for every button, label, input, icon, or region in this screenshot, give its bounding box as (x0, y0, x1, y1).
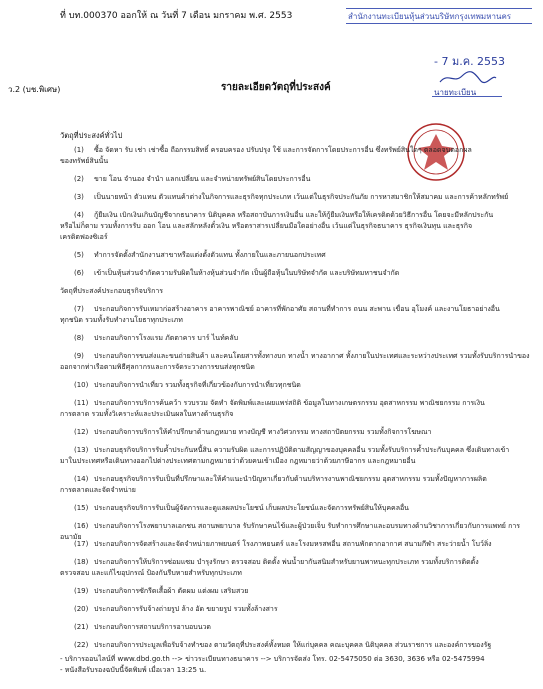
objective-item (60, 351, 532, 373)
objective-line (60, 380, 532, 391)
objective-number: (12) (74, 428, 89, 436)
objective-item (60, 557, 532, 579)
objective-number: (21) (74, 623, 89, 631)
objective-line (60, 145, 532, 156)
objective-item (60, 268, 532, 279)
objective-number: (8) (74, 334, 84, 342)
objective-line (60, 333, 532, 344)
objective-number: (1) (74, 146, 84, 154)
objective-line (60, 640, 532, 651)
objective-item (60, 304, 532, 326)
objective-item (60, 622, 532, 633)
objective-line (60, 557, 532, 568)
objective-line (60, 622, 532, 633)
objective-line (60, 174, 532, 185)
objective-item (60, 210, 532, 243)
objective-line (60, 192, 532, 203)
objective-text: ซื้อ จัดหา รับ เช่า เช่าซื้อ ถือกรรมสิทธิ์ ครอบครอง ปรับปรุง ใช้ และการจัดการโดยประการอื่น ซึ่งทรัพย์สินใดๆ ตลอดจนดอกผล (94, 146, 472, 154)
document-title: รายละเอียดวัตถุที่ประสงค์ (221, 82, 331, 93)
objective-text: ประกอบกิจการนำเที่ยว รวมทั้งธุรกิจที่เกี่ยวข้องกับการนำเที่ยวทุกชนิด (94, 381, 301, 389)
objective-text: วัตถุที่ประสงค์ประกอบธุรกิจบริการ (60, 287, 164, 295)
objective-line (60, 427, 532, 438)
objective-item (60, 474, 532, 496)
objective-continuation (60, 221, 532, 232)
objective-number: (4) (74, 211, 84, 219)
objective-text: ประกอบธุรกิจบริการรับเป็นผู้จัดการและดูแลผลประโยชน์ เก็บผลประโยชน์และจัดการทรัพย์สินให้บุคคลอื่น (94, 504, 409, 512)
objective-number: (9) (74, 352, 84, 360)
objective-number: (20) (74, 605, 89, 613)
objective-item (60, 192, 532, 203)
objective-text: ประกอบกิจการโรงพยาบาลเอกชน สถานพยาบาล รับรักษาคนไข้และผู้ป่วยเจ็บ รับทำการศึกษาและอบรมทางด้านวิชาการเกี่ยวกับการแพทย์ การอนามัย (60, 522, 521, 541)
objective-text: ขาย โอน จำนอง จำนำ แลกเปลี่ยน และจำหน่ายทรัพย์สินโดยประการอื่น (94, 175, 311, 183)
objective-text: เป็นนายหน้า ตัวแทน ตัวแทนค้าต่างในกิจการและธุรกิจทุกประเภท เว้นแต่ในธุรกิจประกันภัย การหาสมาชิกให้สมาคม และการค้าหลักทรัพย์ (94, 193, 509, 201)
objective-item (60, 604, 532, 615)
objective-line (60, 474, 532, 485)
objective-continuation (60, 568, 532, 579)
objective-text: ประกอบกิจการโรงแรม ภัตตาคาร บาร์ ไนท์คลับ (94, 334, 239, 342)
objective-text: การตลาด รวมทั้งวิเคราะห์และประเมินผลในทางด้านธุรกิจ (60, 410, 234, 418)
objective-number: (7) (74, 305, 84, 313)
objective-continuation (60, 315, 532, 326)
objective-text: ประกอบธุรกิจบริการรับค้ำประกันหนี้สิน ความรับผิด และการปฏิบัติตามสัญญาของบุคคลอื่น รวมทั้งรับบริการค้ำประกันบุคคล ซึ่งเดินทางเข้า (94, 446, 510, 454)
objective-item (60, 445, 532, 467)
objective-continuation (60, 232, 532, 243)
objective-text: ประกอบกิจการซักรีดเสื้อผ้า ตัดผม แต่งผม เสริมสวย (94, 587, 249, 595)
objective-number: (14) (74, 475, 89, 483)
objective-text: หรือไม่ก็ตาม รวมทั้งการรับ ออก โอน และสลักหลังตั๋วเงิน หรือตราสารเปลี่ยนมือใดอย่างอื่น เว้นแต่ในธุรกิจธนาคาร ธุรกิจเงินทุน และธุรกิจ (60, 222, 473, 230)
objectives-intro: วัตถุที่ประสงค์ทั่วไป (60, 131, 123, 140)
objective-number: (16) (74, 522, 89, 530)
objective-number: (5) (74, 251, 84, 259)
objective-item (60, 427, 532, 438)
objective-text: ของทรัพย์สินนั้น (60, 157, 109, 165)
objective-line (60, 351, 532, 362)
objective-line (60, 286, 532, 297)
objective-continuation (60, 362, 532, 373)
objective-number: (15) (74, 504, 89, 512)
objective-text: กู้ยืมเงิน เบิกเงินเกินบัญชีจากธนาคาร นิติบุคคล หรือสถาบันการเงินอื่น และให้กู้ยืมเงินหรือให้เครดิตด้วยวิธีการอื่น โดยจะมีหลักประกัน (94, 211, 494, 219)
objective-line (60, 210, 532, 221)
objective-item (60, 380, 532, 391)
objective-text: ประกอบกิจการบริการให้คำปรึกษาด้านกฎหมาย ทางบัญชี ทางวิศวกรรม ทางสถาปัตยกรรม รวมทั้งกิจการโฆษณา (94, 428, 432, 436)
objective-text: ประกอบกิจการขนส่งและขนถ่ายสินค้า และคนโดยสารทั้งทางบก ทางน้ำ ทางอากาศ ทั้งภายในประเทศและระหว่างประเทศ รวมทั้งรับบริการนำของ (94, 352, 530, 360)
objective-line (60, 268, 532, 279)
objective-number: (22) (74, 641, 89, 649)
objective-item (60, 398, 532, 420)
objective-line (60, 586, 532, 597)
objective-text: ประกอบธุรกิจบริการรับเป็นที่ปรึกษาและให้คำแนะนำปัญหาเกี่ยวกับด้านบริหารงานพาณิชยกรรม อุตสาหกรรม รวมทั้งปัญหาการผลิต (94, 475, 487, 483)
objective-text: การตลาดและจัดจำหน่าย (60, 486, 136, 494)
objective-line (60, 445, 532, 456)
objective-line (60, 304, 532, 315)
objective-item (60, 174, 532, 185)
objective-line (60, 539, 532, 550)
registration-header: ที่ บท.000370 ออกให้ ณ วันที่ 7 เดือน มกราคม พ.ศ. 2553 (60, 11, 293, 21)
objective-continuation (60, 156, 532, 167)
objective-number: (11) (74, 399, 89, 407)
objective-number: (13) (74, 446, 89, 454)
objective-number: (6) (74, 269, 84, 277)
objective-number: (18) (74, 558, 89, 566)
objective-number: (2) (74, 175, 84, 183)
objective-text: ออกจากท่าเรือตามพิธีศุลกากรและการจัดระวางการขนส่งทุกชนิด (60, 363, 255, 371)
objective-item (60, 333, 532, 344)
objective-text: เข้าเป็นหุ้นส่วนจำกัดความรับผิดในห้างหุ้นส่วนจำกัด เป็นผู้ถือหุ้นในบริษัทจำกัด และบริษัทมหาชนจำกัด (94, 269, 400, 277)
objective-text: เครดิตฟองซิเอร์ (60, 233, 108, 241)
objective-text: ตรวจสอบ และแก้ไขอุปกรณ์ ป้องกันรีบหายสำหรับทุกประเภท (60, 569, 242, 577)
stamp-office: สำนักงานทะเบียนหุ้นส่วนบริษัทกรุงเทพมหานคร (348, 12, 512, 21)
footer-print-time: - หนังสือรับรองฉบับนี้จัดพิมพ์ เมื่อเวลา 13:25 น. (60, 666, 207, 674)
objective-number: (3) (74, 193, 84, 201)
objective-text: ประกอบกิจการจัดสร้างและจัดจำหน่ายภาพยนตร์ โรงภาพยนตร์ และโรงมหรสพอื่น สถานพักตากอากาศ สนามกีฬา สระว่ายน้ำ โบว์ลิ่ง (94, 540, 492, 548)
objective-text: ประกอบกิจการให้บริการซ่อมแซม บำรุงรักษา ตรวจสอบ ติดตั้ง พ่นน้ำยากันสนิมสำหรับยานพาหนะทุกประเภท รวมทั้งบริการติดตั้ง (94, 558, 479, 566)
objective-item (60, 250, 532, 261)
form-number: ว.2 (บช.พิเศษ) (8, 85, 61, 94)
objective-text: ทุกชนิด รวมทั้งรับทำงานโยธาทุกประเภท (60, 316, 183, 324)
stamp-registrar: นายทะเบียน (434, 88, 477, 97)
signature-scribble-icon (438, 70, 498, 86)
objective-continuation (60, 409, 532, 420)
objective-text: มาในประเทศหรือเดินทางออกไปต่างประเทศตามกฎหมายว่าด้วยคนเข้าเมือง กฎหมายว่าด้วยภาษีอากร และกฎหมายอื่น (60, 457, 416, 465)
objective-text: ประกอบกิจการสถานบริการอาบอบนวด (94, 623, 211, 631)
objective-line (60, 250, 532, 261)
objective-text: ประกอบกิจการประมูลเพื่อรับจ้างทำของ ตามวัตถุที่ประสงค์ทั้งหมด ให้แก่บุคคล คณะบุคคล นิติบุคคล ส่วนราชการ และองค์การของรัฐ (94, 641, 492, 649)
objective-item (60, 503, 532, 514)
objective-text: ประกอบกิจการรับเหมาก่อสร้างอาคาร อาคารพาณิชย์ อาคารที่พักอาศัย สถานที่ทำการ ถนน สะพาน เขื่อน อุโมงค์ และงานโยธาอย่างอื่น (94, 305, 500, 313)
objective-line (60, 503, 532, 514)
objective-text: ทำการจัดตั้งสำนักงานสาขาหรือแต่งตั้งตัวแทน ทั้งภายในและภายนอกประเทศ (94, 251, 326, 259)
objective-continuation (60, 485, 532, 496)
objective-item (60, 286, 532, 297)
footer-service-line: - บริการออนไลน์ที่ www.dbd.go.th --> ข่าวระเบียนทางธนาคาร --> บริการจัดส่ง โทร. 02-5475050 ต่อ 3630, 3636 หรือ 02-5475994 (60, 655, 485, 663)
objective-continuation (60, 456, 532, 467)
objective-number: (10) (74, 381, 89, 389)
stamp-date: - 7 ม.ค. 2553 (434, 55, 506, 68)
registrar-stamp (346, 4, 536, 114)
footer (60, 654, 485, 676)
objective-item (60, 586, 532, 597)
objective-item (60, 539, 532, 550)
objective-line (60, 398, 532, 409)
objective-item (60, 640, 532, 651)
objective-text: ประกอบกิจการรับจ้างถ่ายรูป ล้าง อัด ขยายรูป รวมทั้งล้างสาร (94, 605, 278, 613)
objective-text: ประกอบกิจการบริการค้นคว้า รวบรวม จัดทำ จัดพิมพ์และเผยแพร่สถิติ ข้อมูลในทางเกษตรกรรม อุตสาหกรรม พาณิชยกรรม การเงิน (94, 399, 485, 407)
objective-number: (17) (74, 540, 89, 548)
objective-line (60, 604, 532, 615)
objective-item (60, 145, 532, 167)
objective-number: (19) (74, 587, 89, 595)
